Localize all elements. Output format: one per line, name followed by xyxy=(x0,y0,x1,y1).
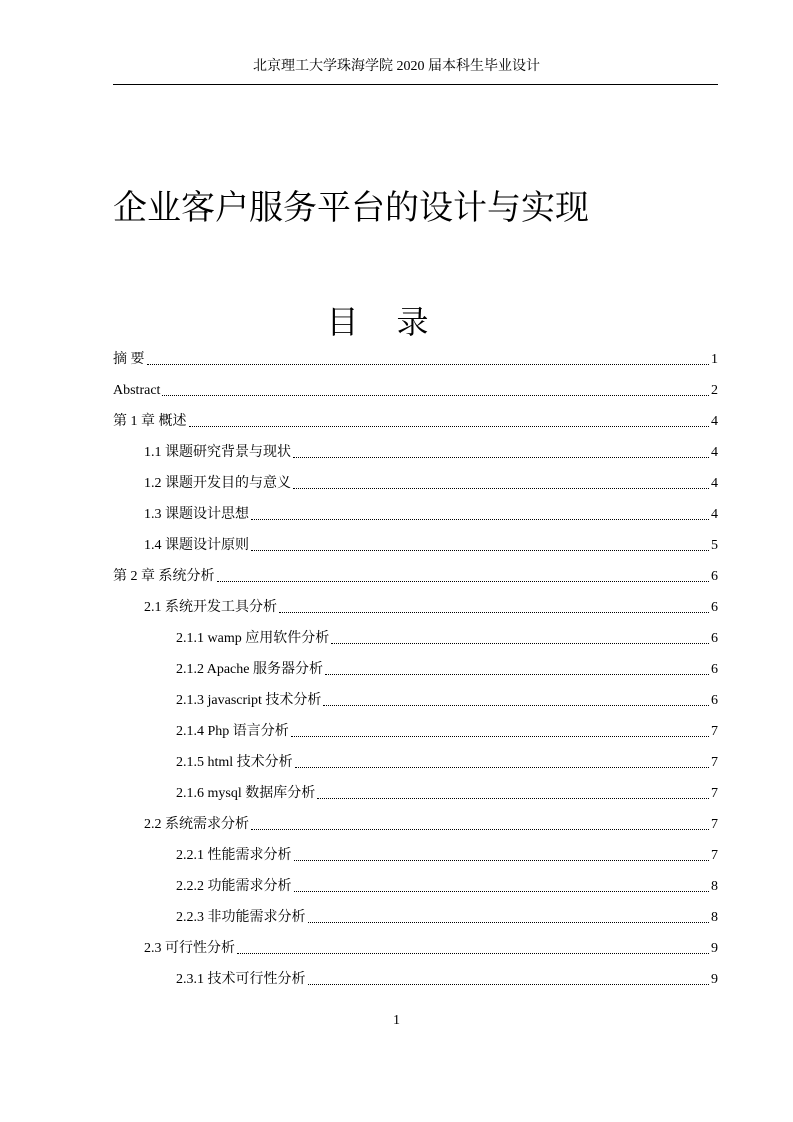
toc-entry[interactable] xyxy=(176,690,718,710)
toc-entry-label: 2.2 系统需求分析 xyxy=(144,817,249,832)
toc-entry-page: 4 xyxy=(711,445,718,460)
toc-entry-label: 2.3.1 技术可行性分析 xyxy=(176,972,306,987)
toc-entry-label: Abstract xyxy=(113,383,161,398)
toc-entry-label: 2.1.3 javascript 技术分析 xyxy=(176,693,322,708)
toc-entry[interactable] xyxy=(176,783,718,803)
toc-entry-page: 7 xyxy=(711,786,718,801)
document-title: 企业客户服务平台的设计与实现 xyxy=(113,188,589,228)
toc-entry-page: 1 xyxy=(711,352,718,367)
toc-entry-page: 6 xyxy=(711,662,718,677)
toc-entry[interactable] xyxy=(176,721,718,741)
toc-entry-label: 2.1.2 Apache 服务器分析 xyxy=(176,662,323,677)
toc-entry-label: 第 2 章 系统分析 xyxy=(113,569,215,584)
toc-entry-label: 摘 要 xyxy=(113,352,145,367)
toc-entry-label: 1.3 课题设计思想 xyxy=(144,507,249,522)
toc-dot-leader xyxy=(293,488,709,489)
toc-dot-leader xyxy=(308,922,710,923)
toc-entry-label: 1.1 课题研究背景与现状 xyxy=(144,445,291,460)
toc-dot-leader xyxy=(251,829,709,830)
toc-entry-label: 2.1.6 mysql 数据库分析 xyxy=(176,786,316,801)
toc-entry-page: 8 xyxy=(711,910,718,925)
toc-entry-page: 9 xyxy=(711,972,718,987)
toc-entry[interactable] xyxy=(176,876,718,896)
toc-entry[interactable] xyxy=(113,349,718,369)
toc-entry[interactable] xyxy=(176,907,718,927)
toc-dot-leader xyxy=(189,426,710,427)
toc-entry-page: 2 xyxy=(711,383,718,398)
toc-dot-leader xyxy=(323,705,709,706)
toc-entry-page: 7 xyxy=(711,724,718,739)
toc-entry-label: 2.2.1 性能需求分析 xyxy=(176,848,292,863)
toc-entry-page: 9 xyxy=(711,941,718,956)
toc-dot-leader xyxy=(147,364,710,365)
toc-entry-page: 4 xyxy=(711,507,718,522)
toc-dot-leader xyxy=(294,891,710,892)
toc-entry[interactable] xyxy=(144,504,718,524)
toc-dot-leader xyxy=(308,984,710,985)
toc-entry[interactable] xyxy=(144,938,718,958)
toc-dot-leader xyxy=(251,519,709,520)
toc-entry-label: 1.4 课题设计原则 xyxy=(144,538,249,553)
toc-dot-leader xyxy=(325,674,709,675)
toc-entry[interactable] xyxy=(144,473,718,493)
toc-entry[interactable] xyxy=(144,597,718,617)
toc-entry-page: 6 xyxy=(711,631,718,646)
toc-entry-label: 2.2.2 功能需求分析 xyxy=(176,879,292,894)
page-header: 北京理工大学珠海学院 2020 届本科生毕业设计 xyxy=(253,59,540,74)
toc-heading: 目录 xyxy=(326,303,467,341)
toc-entry-page: 4 xyxy=(711,476,718,491)
toc-dot-leader xyxy=(291,736,709,737)
toc-entry[interactable] xyxy=(144,814,718,834)
toc-entry-page: 8 xyxy=(711,879,718,894)
toc-entry[interactable] xyxy=(113,411,718,431)
toc-dot-leader xyxy=(162,395,709,396)
toc-dot-leader xyxy=(293,457,709,458)
toc-entry-page: 6 xyxy=(711,600,718,615)
toc-entry-page: 7 xyxy=(711,755,718,770)
toc-entry[interactable] xyxy=(176,659,718,679)
toc-dot-leader xyxy=(317,798,709,799)
toc-entry[interactable] xyxy=(176,969,718,989)
toc-entry[interactable] xyxy=(113,380,718,400)
toc-entry[interactable] xyxy=(176,752,718,772)
toc-entry-label: 2.1.4 Php 语言分析 xyxy=(176,724,289,739)
toc-dot-leader xyxy=(279,612,709,613)
toc-entry-page: 5 xyxy=(711,538,718,553)
toc-entry-label: 2.2.3 非功能需求分析 xyxy=(176,910,306,925)
toc-entry[interactable] xyxy=(144,535,718,555)
toc-entry-label: 1.2 课题开发目的与意义 xyxy=(144,476,291,491)
toc-entry-label: 第 1 章 概述 xyxy=(113,414,187,429)
toc-dot-leader xyxy=(295,767,709,768)
toc-entry-page: 6 xyxy=(711,693,718,708)
toc-entry-label: 2.1.5 html 技术分析 xyxy=(176,755,293,770)
toc-entry-page: 7 xyxy=(711,817,718,832)
toc-entry[interactable] xyxy=(176,845,718,865)
toc-entry-page: 6 xyxy=(711,569,718,584)
toc-dot-leader xyxy=(294,860,710,861)
toc-entry-label: 2.1 系统开发工具分析 xyxy=(144,600,277,615)
toc-dot-leader xyxy=(331,643,709,644)
toc-entry-page: 4 xyxy=(711,414,718,429)
toc-entry-page: 7 xyxy=(711,848,718,863)
toc-dot-leader xyxy=(217,581,710,582)
toc-entry-label: 2.1.1 wamp 应用软件分析 xyxy=(176,631,330,646)
toc-entry[interactable] xyxy=(144,442,718,462)
toc-entry[interactable] xyxy=(176,628,718,648)
toc-entry[interactable] xyxy=(113,566,718,586)
page-number: 1 xyxy=(393,1013,400,1028)
toc-dot-leader xyxy=(237,953,709,954)
toc-dot-leader xyxy=(251,550,709,551)
toc-entry-label: 2.3 可行性分析 xyxy=(144,941,235,956)
